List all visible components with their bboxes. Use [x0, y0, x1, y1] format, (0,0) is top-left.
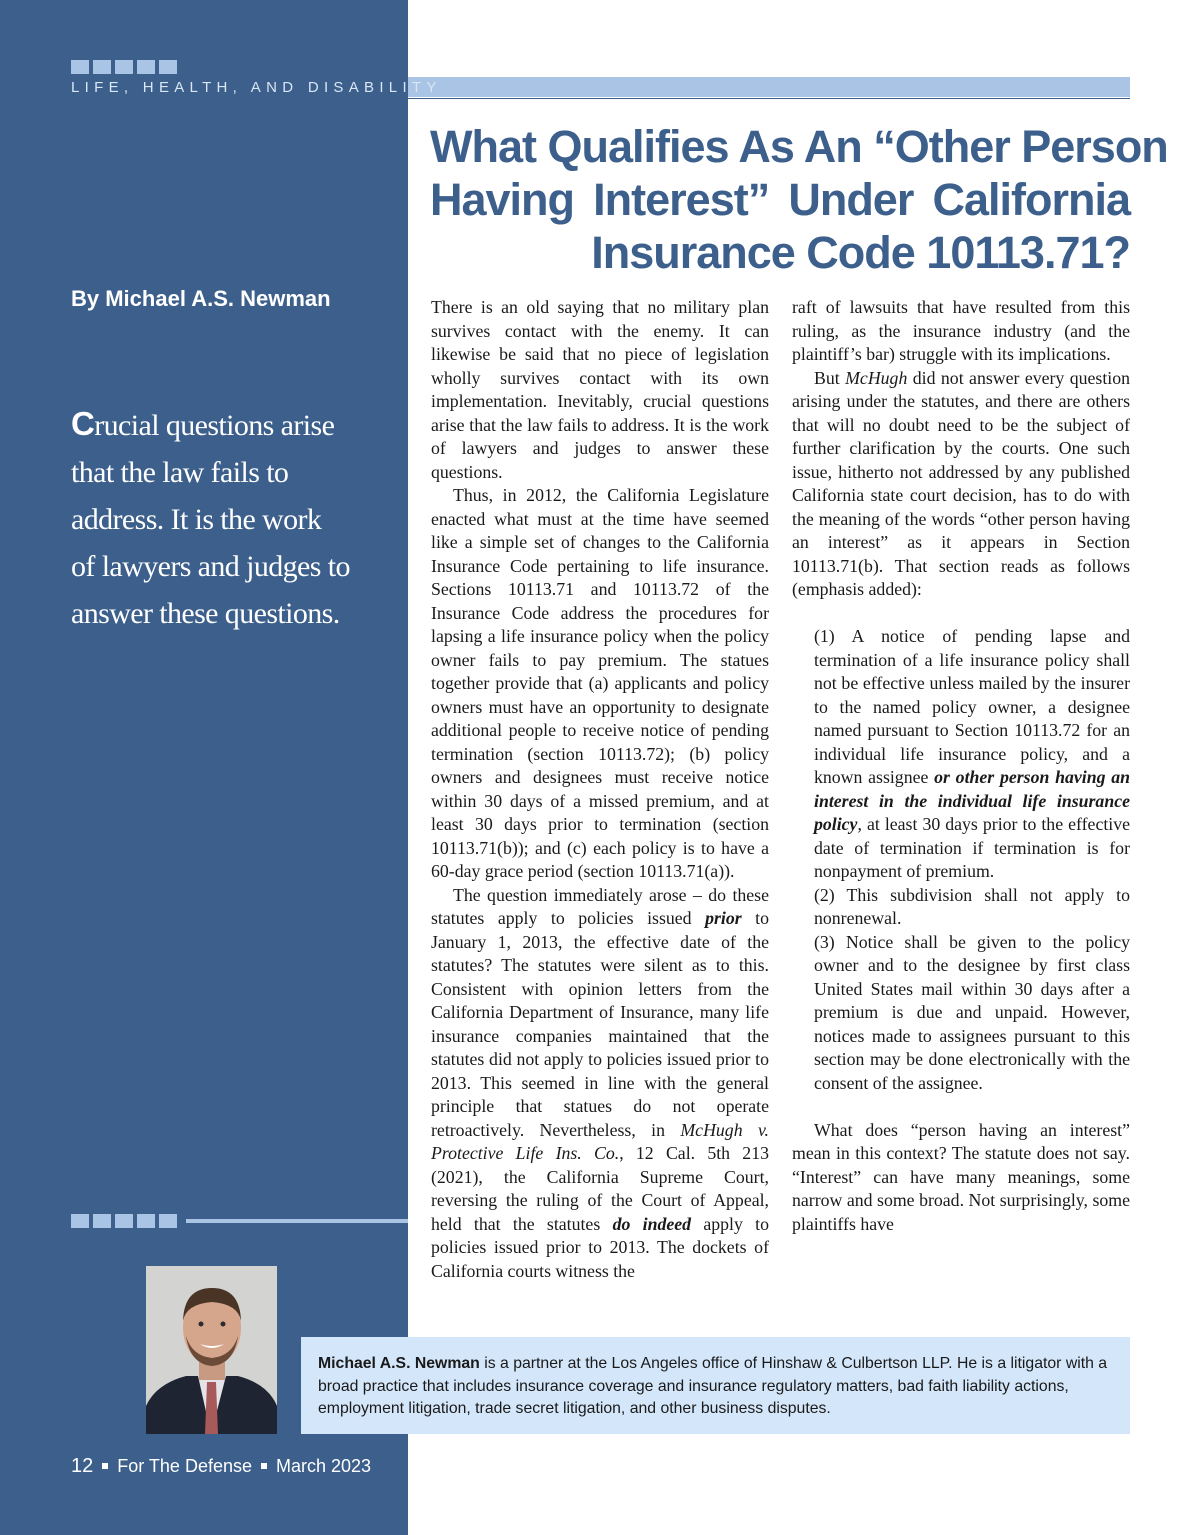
author-bio: Michael A.S. Newman is a partner at the Los Angeles office of Hinshaw & Culbertson LLP. He is a litigator with a broad practice that includes insurance coverage and insurance regulatory matters, bad faith liability actions, employment litigation, trade secret litigation, and other business disputes. [318, 1355, 1108, 1417]
pull-quote-line-5: answer these questions. [71, 597, 340, 630]
headline-line-2: Having Interest” Under California [430, 174, 1130, 225]
decorative-squares-top [71, 60, 177, 74]
article-headline [430, 120, 1168, 279]
body-paragraph: There is an old saying that no military plan survives contact with the enemy. It can likewise be said that no piece of legislation wholly survives contact with its own implementation. Inevitably, crucial questions arise that the law fails to address. It is the work of lawyers and judges to answer these questions. [431, 297, 769, 482]
body-paragraph: Thus, in 2012, the California Legislature enacted what must at the time have seemed like a simple set of changes to the California Insurance Code pertaining to life insurance. Sections 10113.71 and 10113.72 of the Insurance Code address the procedures for lapsing a life insurance policy when the policy owner fails to pay premium. The statues together provide that (a) applicants and policy owners must have an opportunity to designate additional people to receive notice of pending termination (section 10113.72); (b) policy owners and designees must receive notice within 30 days of a missed premium, and at least 30 days prior to termination (section 10113.71(b)); and (c) each policy is to have a 60-day grace period (section 10113.71(a)). [431, 485, 769, 881]
byline: By Michael A.S. Newman [71, 286, 331, 311]
page-footer [71, 1455, 371, 1478]
section-bar [408, 77, 1130, 97]
decorative-line [186, 1219, 408, 1223]
body-paragraph: But McHugh did not answer every question arising under the statutes, and there are others that will no doubt need to be the subject of further clarification by the courts. One such issue, hitherto not addressed by any published California state court decision, has to do with the meaning of the words “other person having an interest” as it appears in Section 10113.71(b). That section reads as follows (emphasis added): [792, 367, 1130, 599]
emphasis-text: or other person having an interest in the individual life insurance policy [814, 767, 1130, 834]
pull-quote [71, 400, 391, 637]
author-bio-box [301, 1337, 1130, 1434]
decorative-squares-bottom [71, 1214, 177, 1228]
statute-subdivision: (2) This subdivision shall not apply to nonrenewal. [814, 884, 1130, 928]
body-column-left [431, 296, 769, 1283]
emphasis-text: prior [705, 908, 742, 928]
publication-name: For The Defense [117, 1456, 252, 1476]
pull-quote-line-4: of lawyers and judges to [71, 550, 350, 583]
case-citation: McHugh [845, 367, 908, 388]
body-paragraph: raft of lawsuits that have resulted from this ruling, as the insurance industry (and the plaintiff’s bar) struggle with its implications. [792, 297, 1130, 364]
page-number: 12 [71, 1455, 94, 1477]
pull-quote-line-1: rucial questions arise [94, 409, 335, 442]
bullet-icon [261, 1463, 267, 1469]
emphasis-text: do indeed [612, 1213, 692, 1234]
statute-subdivision: (1) A notice of pending lapse and termination of a life insurance policy shall not be effective unless mailed by the insurer to the named policy owner, a designee named pursuant to Section 10113.72 for an individual life insurance policy, and a known assignee or other person having an interest in the individual life insurance policy, at least 30 days prior to the effective date of termination if termination is for nonpayment of premium. [814, 626, 1130, 881]
pull-quote-line-3: address. It is the work [71, 503, 322, 536]
section-label: LIFE, HEALTH, AND DISABILITY [71, 79, 442, 96]
body-paragraph: The question immediately arose – do these statutes apply to policies issued prior to January 1, 2013, the effective date of the statutes? The statutes were silent as to this. Consistent with opinion letters from the California Department of Insurance, many life insurance companies maintained that the statutes did not apply to policies issued prior to 2013. This seemed in line with the general principle that statues do not operate retroactively. Nevertheless, in McHugh v. Protective Life Ins. Co., 12 Cal. 5th 213 (2021), the California Supreme Court, reversing the ruling of the Court of Appeal, held that the statutes do indeed apply to policies issued prior to 2013. The dockets of California courts witness the [431, 884, 770, 1281]
body-paragraph: What does “person having an interest” mean in this context? The statute does not say. “Interest” can have many meanings, some narrow and some broad. Not surprisingly, some plaintiffs have [792, 1119, 1130, 1234]
section-rule [71, 98, 1130, 99]
issue-date: March 2023 [276, 1456, 372, 1476]
pull-quote-dropcap: C [71, 405, 95, 442]
author-photo [146, 1266, 277, 1434]
body-column-right [792, 296, 1130, 1236]
headline-line-1: What Qualifies As An “Other Person [430, 121, 1168, 172]
statute-block-quote [814, 625, 1130, 1095]
pull-quote-line-2: that the law fails to [71, 456, 289, 489]
author-name: Michael A.S. Newman [318, 1355, 480, 1372]
headline-line-3: Insurance Code 10113.71? [591, 227, 1130, 278]
statute-subdivision: (3) Notice shall be given to the policy owner and to the designee by first class United States mail within 30 days after a premium is due and unpaid. However, notices made to assignees pursuant to this section may be done electronically with the consent of the assignee. [814, 931, 1130, 1093]
case-citation: McHugh v. Protective Life Ins. Co. [431, 1119, 769, 1163]
bullet-icon [102, 1463, 108, 1469]
